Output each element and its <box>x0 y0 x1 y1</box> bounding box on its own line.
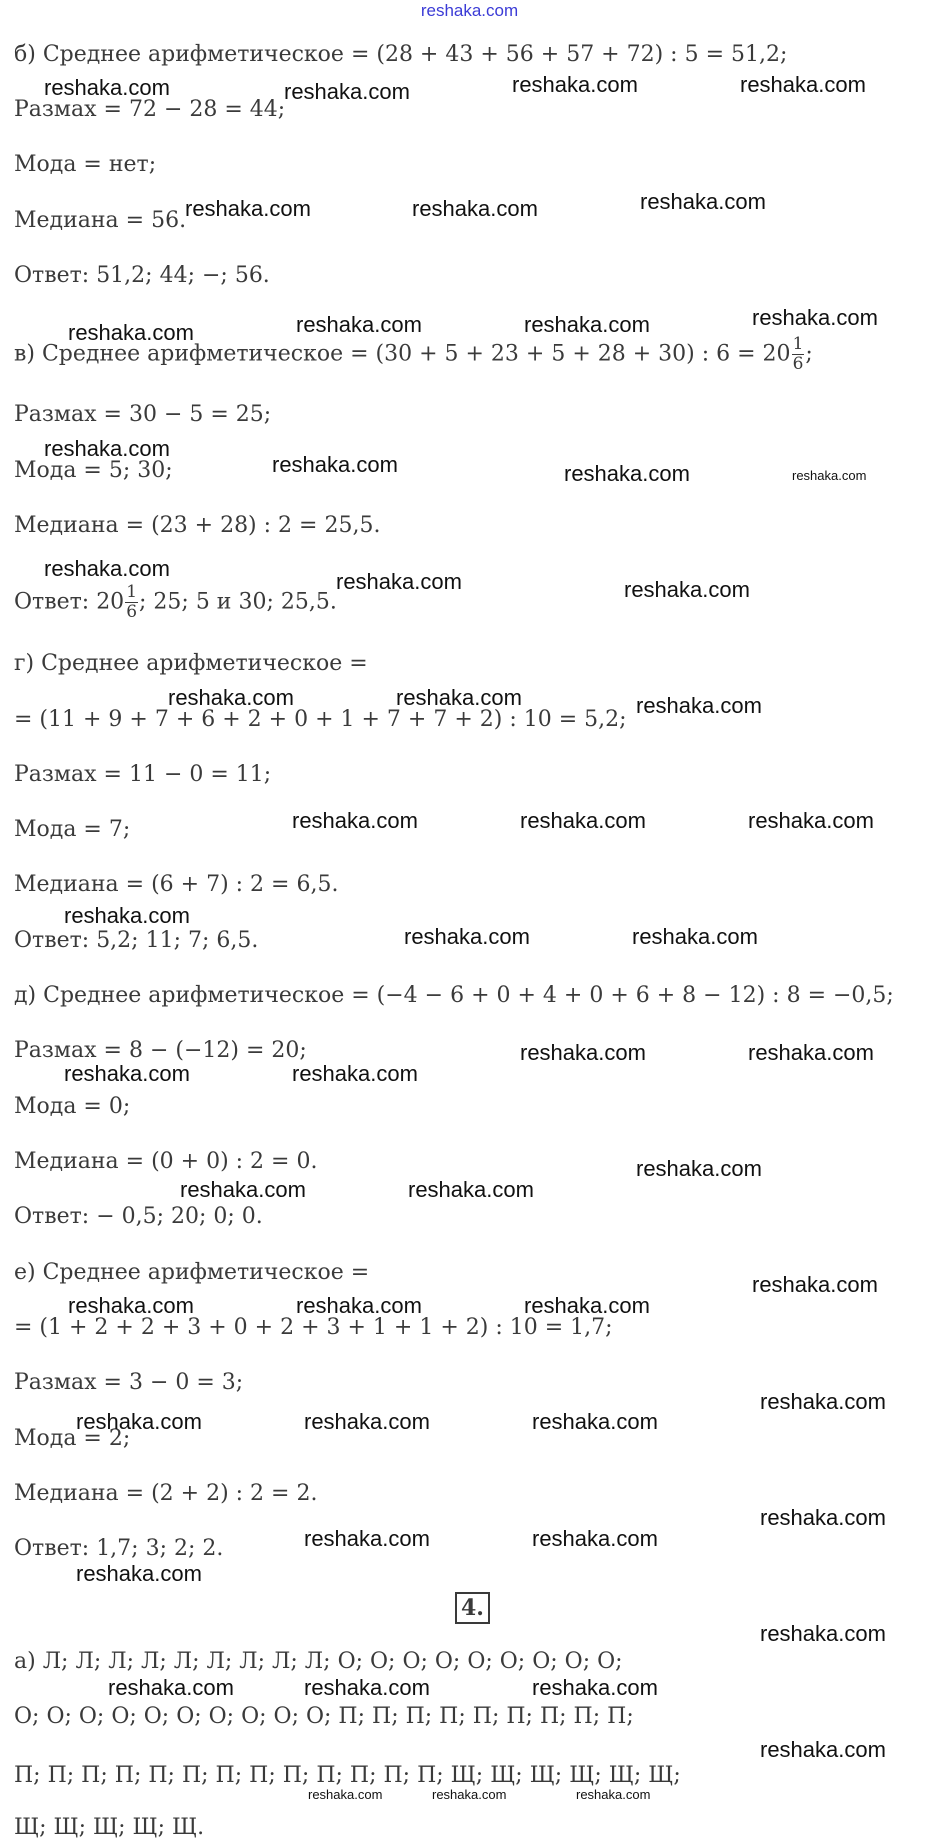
watermark: reshaka.com <box>304 1675 430 1700</box>
watermark: reshaka.com <box>752 305 878 330</box>
task-number-box: 4. <box>455 1592 490 1624</box>
watermark: reshaka.com <box>524 312 650 337</box>
watermark: reshaka.com <box>396 685 522 710</box>
g-range-line: Размах = 11 − 0 = 11; <box>14 762 272 787</box>
v-mean-text: в) Среднее арифметическое = (30 + 5 + 23 + 5 + 28 + 30) : 6 = 20 <box>14 341 791 367</box>
e-range-line: Размах = 3 − 0 = 3; <box>14 1370 244 1395</box>
b-answer-line: Ответ: 51,2; 44; −; 56. <box>14 263 270 288</box>
watermark: reshaka.com <box>760 1505 886 1530</box>
site-header-link[interactable]: reshaka.com <box>420 1 519 20</box>
watermark: reshaka.com <box>532 1409 658 1434</box>
watermark: reshaka.com <box>304 1526 430 1551</box>
task4-line-3: П; П; П; П; П; П; П; П; П; П; П; П; П; Щ; Щ; Щ; Щ; Щ; Щ; <box>14 1763 681 1788</box>
watermark: reshaka.com <box>64 903 190 928</box>
watermark: reshaka.com <box>520 1040 646 1065</box>
d-median-line: Медиана = (0 + 0) : 2 = 0. <box>14 1149 318 1174</box>
watermark: reshaka.com <box>44 436 170 461</box>
watermark: reshaka.com <box>304 1409 430 1434</box>
v-answer-tail: ; 25; 5 и 30; 25,5. <box>139 589 337 615</box>
fraction-denominator: 6 <box>126 602 138 622</box>
watermark: reshaka.com <box>404 924 530 949</box>
watermark: reshaka.com <box>308 1787 383 1802</box>
fraction-numerator: 1 <box>792 334 804 354</box>
watermark: reshaka.com <box>108 1675 234 1700</box>
v-answer-line <box>14 583 337 622</box>
v-median-line: Медиана = (23 + 28) : 2 = 25,5. <box>14 513 381 538</box>
watermark: reshaka.com <box>636 693 762 718</box>
watermark: reshaka.com <box>792 468 867 483</box>
d-mode-line: Мода = 0; <box>14 1094 131 1119</box>
watermark: reshaka.com <box>296 312 422 337</box>
watermark: reshaka.com <box>68 1293 194 1318</box>
g-mode-line: Мода = 7; <box>14 817 131 842</box>
watermark: reshaka.com <box>44 556 170 581</box>
v-mode-line: Мода = 5; 30; <box>14 458 173 483</box>
e-mean-head-line: е) Среднее арифметическое = <box>14 1260 370 1285</box>
d-mean-line: д) Среднее арифметическое = (−4 − 6 + 0 + 4 + 0 + 6 + 8 − 12) : 8 = −0,5; <box>14 983 894 1008</box>
watermark: reshaka.com <box>68 320 194 345</box>
e-mean-calc-line: = (1 + 2 + 2 + 3 + 0 + 2 + 3 + 1 + 1 + 2) : 10 = 1,7; <box>14 1315 613 1340</box>
task4-line-2: О; О; О; О; О; О; О; О; О; О; П; П; П; П; П; П; П; П; П; <box>14 1704 634 1729</box>
watermark: reshaka.com <box>740 72 866 97</box>
watermark: reshaka.com <box>632 924 758 949</box>
g-median-line: Медиана = (6 + 7) : 2 = 6,5. <box>14 872 339 897</box>
watermark: reshaka.com <box>512 72 638 97</box>
d-answer-line: Ответ: − 0,5; 20; 0; 0. <box>14 1204 263 1229</box>
g-answer-line: Ответ: 5,2; 11; 7; 6,5. <box>14 928 259 953</box>
watermark: reshaka.com <box>752 1272 878 1297</box>
watermark: reshaka.com <box>408 1177 534 1202</box>
watermark: reshaka.com <box>292 808 418 833</box>
task4-line-4: Щ; Щ; Щ; Щ; Щ. <box>14 1815 205 1840</box>
watermark: reshaka.com <box>640 189 766 214</box>
watermark: reshaka.com <box>168 685 294 710</box>
task4-line-1: а) Л; Л; Л; Л; Л; Л; Л; Л; Л; О; О; О; О; О; О; О; О; О; <box>14 1649 623 1674</box>
watermark: reshaka.com <box>636 1156 762 1181</box>
watermark: reshaka.com <box>336 569 462 594</box>
watermark: reshaka.com <box>44 75 170 100</box>
v-answer-fraction <box>125 583 138 622</box>
watermark: reshaka.com <box>760 1621 886 1646</box>
watermark: reshaka.com <box>532 1526 658 1551</box>
g-mean-head-line: г) Среднее арифметическое = <box>14 651 368 676</box>
v-mean-tail: ; <box>805 341 813 367</box>
fraction-denominator: 6 <box>792 354 804 374</box>
watermark: reshaka.com <box>185 196 311 221</box>
watermark: reshaka.com <box>180 1177 306 1202</box>
b-range-line: Размах = 72 − 28 = 44; <box>14 97 286 122</box>
e-mode-line: Мода = 2; <box>14 1426 131 1451</box>
watermark: reshaka.com <box>296 1293 422 1318</box>
watermark: reshaka.com <box>760 1737 886 1762</box>
watermark: reshaka.com <box>64 1061 190 1086</box>
watermark: reshaka.com <box>532 1675 658 1700</box>
v-answer-text: Ответ: 20 <box>14 589 125 615</box>
watermark: reshaka.com <box>624 577 750 602</box>
d-range-line: Размах = 8 − (−12) = 20; <box>14 1038 307 1063</box>
g-mean-calc-line: = (11 + 9 + 7 + 6 + 2 + 0 + 1 + 7 + 7 + 2) : 10 = 5,2; <box>14 707 627 732</box>
watermark: reshaka.com <box>76 1409 202 1434</box>
watermark: reshaka.com <box>292 1061 418 1086</box>
watermark: reshaka.com <box>748 808 874 833</box>
b-median-line: Медиана = 56. <box>14 208 187 233</box>
v-range-line: Размах = 30 − 5 = 25; <box>14 402 272 427</box>
watermark: reshaka.com <box>272 452 398 477</box>
watermark: reshaka.com <box>76 1561 202 1586</box>
watermark: reshaka.com <box>432 1787 507 1802</box>
watermark: reshaka.com <box>524 1293 650 1318</box>
watermark: reshaka.com <box>412 196 538 221</box>
b-mode-line: Мода = нет; <box>14 152 157 177</box>
fraction-numerator: 1 <box>126 582 138 602</box>
watermark: reshaka.com <box>748 1040 874 1065</box>
watermark: reshaka.com <box>576 1787 651 1802</box>
b-mean-line: б) Среднее арифметическое = (28 + 43 + 56 + 57 + 72) : 5 = 51,2; <box>14 42 788 67</box>
v-mean-fraction <box>792 335 805 374</box>
watermark: reshaka.com <box>520 808 646 833</box>
watermark: reshaka.com <box>284 79 410 104</box>
e-answer-line: Ответ: 1,7; 3; 2; 2. <box>14 1536 224 1561</box>
watermark: reshaka.com <box>564 461 690 486</box>
e-median-line: Медиана = (2 + 2) : 2 = 2. <box>14 1481 318 1506</box>
watermark: reshaka.com <box>760 1389 886 1414</box>
